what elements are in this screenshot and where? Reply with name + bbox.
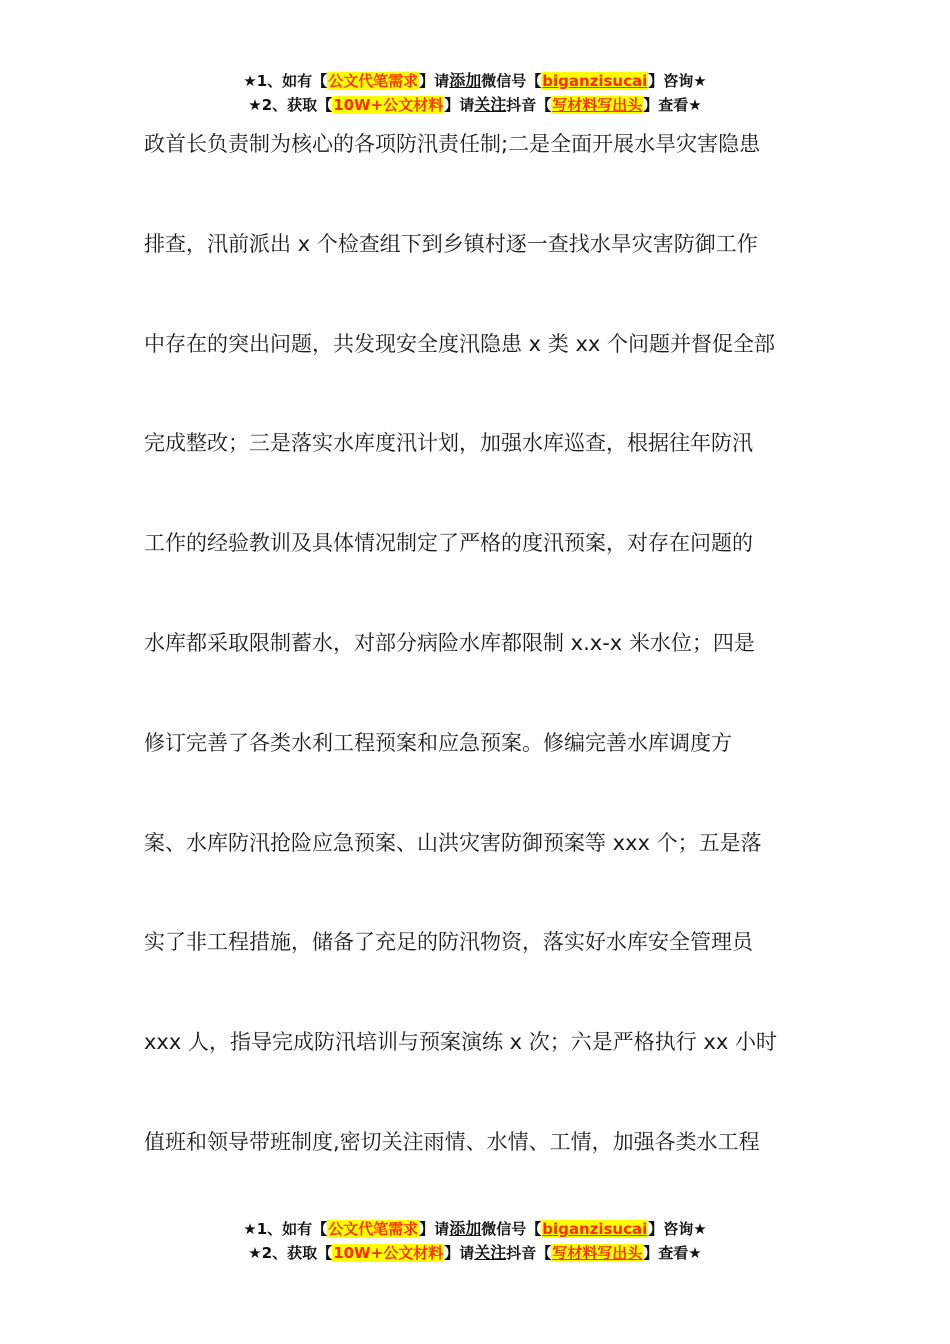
highlight-douyin-account: 写材料写出头 <box>552 96 643 114</box>
text-line: 工作的经验教训及具体情况制定了严格的度汛预案，对存在问题的 <box>144 531 753 556</box>
text-line: 修订完善了各类水利工程预案和应急预案。修编完善水库调度方 <box>144 730 732 755</box>
highlight-materials: 10W+公文材料 <box>333 1244 444 1262</box>
text-line: 实了非工程措施，储备了充足的防汛物资，落实好水库安全管理员 <box>144 930 753 955</box>
emphasis-add: 添加 <box>449 1219 482 1238</box>
banner-text: 抖音【 <box>506 96 552 114</box>
banner-line-1 <box>0 69 950 93</box>
banner-text: 】咨询★ <box>648 72 707 90</box>
banner-text: 微信号【 <box>481 1220 542 1238</box>
text-line: 政首长负责制为核心的各项防汛责任制;二是全面开展水旱灾害隐患 <box>144 132 761 156</box>
highlight-wechat-id: biganzisucai <box>542 72 648 90</box>
text-line: 完成整改；三是落实水库度汛计划，加强水库巡查，根据往年防汛 <box>144 431 753 456</box>
body-paragraph <box>144 124 824 1222</box>
emphasis-add: 添加 <box>449 71 482 90</box>
banner-text: ★1、如有【 <box>243 1220 328 1238</box>
banner-text: ★2、获取【 <box>248 96 333 114</box>
highlight-materials: 10W+公文材料 <box>333 96 444 114</box>
banner-text: ★2、获取【 <box>248 1244 333 1262</box>
banner-line-1 <box>0 1217 950 1241</box>
banner-line-2 <box>0 1241 950 1265</box>
banner-text: 】请 <box>419 1220 450 1238</box>
emphasis-follow: 关注 <box>474 1243 507 1262</box>
text-line: xxx 人，指导完成防汛培训与预案演练 x 次；六是严格执行 xx 小时 <box>144 1030 777 1055</box>
text-line: 值班和领导带班制度,密切关注雨情、水情、工情，加强各类水工程 <box>144 1129 760 1154</box>
banner-text: 微信号【 <box>481 72 542 90</box>
highlight-douyin-account: 写材料写出头 <box>552 1244 643 1262</box>
text-line: 水库都采取限制蓄水，对部分病险水库都限制 x.x-x 米水位；四是 <box>144 630 755 655</box>
emphasis-follow: 关注 <box>474 95 507 114</box>
banner-text: 】请 <box>419 72 450 90</box>
banner-text: 抖音【 <box>506 1244 552 1262</box>
text-line: 案、水库防汛抢险应急预案、山洪灾害防御预案等 xxx 个；五是落 <box>144 830 762 855</box>
banner-line-2 <box>0 93 950 117</box>
banner-text: 】请 <box>444 1244 475 1262</box>
highlight-wechat-id: biganzisucai <box>542 1220 648 1238</box>
highlight-service: 公文代笔需求 <box>328 72 419 90</box>
text-line: 中存在的突出问题，共发现安全度汛隐患 x 类 xx 个问题并督促全部 <box>144 331 775 356</box>
header-banner <box>0 69 950 117</box>
banner-text: 】查看★ <box>643 96 702 114</box>
text-line: 排查，汛前派出 x 个检查组下到乡镇村逐一查找水旱灾害防御工作 <box>144 231 758 256</box>
banner-text: 】查看★ <box>643 1244 702 1262</box>
banner-text: ★1、如有【 <box>243 72 328 90</box>
banner-text: 】请 <box>444 96 475 114</box>
footer-banner <box>0 1217 950 1265</box>
banner-text: 】咨询★ <box>648 1220 707 1238</box>
highlight-service: 公文代笔需求 <box>328 1220 419 1238</box>
